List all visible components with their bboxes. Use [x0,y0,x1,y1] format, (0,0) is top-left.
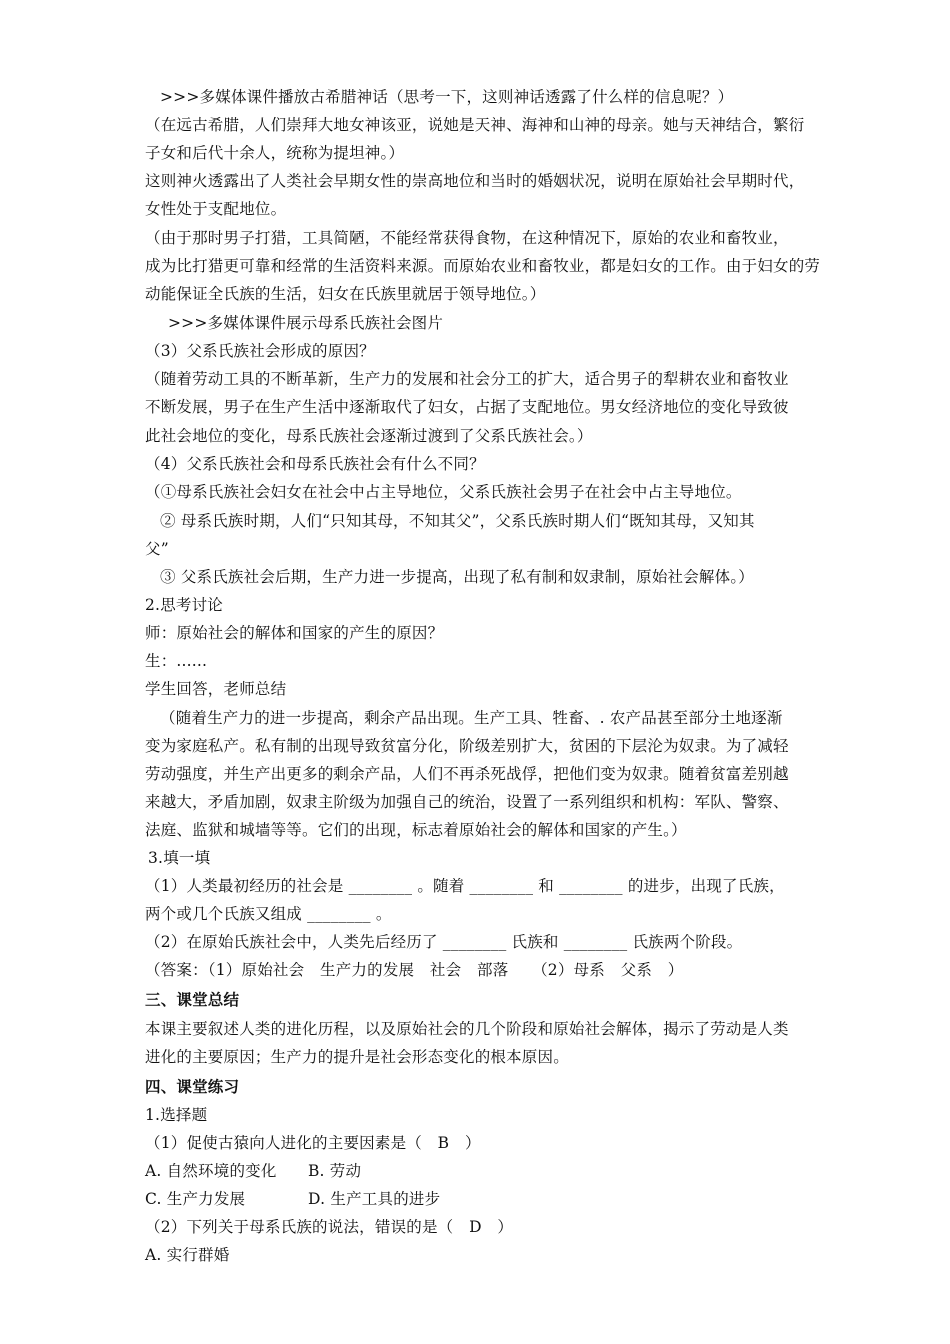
text-line: 劳动强度，并生产出更多的剩余产品，人们不再杀死战俘，把他们变为奴隶。随着贫富差别越 [145,765,789,783]
text-line: 法庭、监狱和城墙等等。它们的出现，标志着原始社会的解体和国家的产生。） [145,821,687,839]
text-line: 进化的主要原因；生产力的提升是社会形态变化的根本原因。 [145,1048,569,1066]
text-line: 师：原始社会的解体和国家的产生的原因？ [145,624,444,642]
text-line: 成为比打猎更可靠和经常的生活资料来源。而原始农业和畜牧业，都是妇女的工作。由于妇女的劳 [145,257,821,275]
text-line: （4）父系氏族社会和母系氏族社会有什么不同？ [145,455,485,473]
text-line: （由于那时男子打猎，工具简陋，不能经常获得食物，在这种情况下，原始的农业和畜牧业， [145,229,789,247]
text-line: 子女和后代十余人，统称为提坦神。） [145,144,405,162]
text-line: 动能保证全氏族的生活，妇女在氏族里就居于领导地位。） [145,285,546,303]
text-line: 来越大，矛盾加剧，奴隶主阶级为加强自己的统治，设置了一系列组织和机构：军队、警察、 [145,793,789,811]
text-line: ③ 父系氏族社会后期，生产力进一步提高，出现了私有制和奴隶制，原始社会解体。） [160,568,754,586]
text-line: （2）在原始氏族社会中，人类先后经历了 ________ 氏族和 ________ 氏族两个阶段。 [145,933,743,951]
text-line: 女性处于支配地位。 [145,200,287,218]
text-line: （1）促使古猿向人进化的主要因素是（ B ） [145,1134,481,1152]
text-line: 本课主要叙述人类的进化历程，以及原始社会的几个阶段和原始社会解体，揭示了劳动是人类 [145,1020,789,1038]
section-heading: 三、课堂总结 [145,990,240,1009]
text-line: 变为家庭私产。私有制的出现导致贫富分化，阶级差别扩大，贫困的下层沦为奴隶。为了减轻 [145,737,789,755]
text-line: （随着生产力的进一步提高，剩余产品出现。生产工具、牲畜、. 农产品甚至部分土地逐渐 [160,709,783,727]
text-line: A. 自然环境的变化 B. 劳动 [145,1162,362,1180]
text-line: （随着劳动工具的不断革新，生产力的发展和社会分工的扩大，适合男子的犁耕农业和畜牧业 [145,370,789,388]
text-line: 两个或几个氏族又组成 ________ 。 [145,905,392,923]
text-line: （①母系氏族社会妇女在社会中占主导地位，父系氏族社会男子在社会中占主导地位。 [145,483,742,501]
text-line: >>>多媒体课件展示母系氏族社会图片 [168,314,444,332]
text-line: 生：...... [145,652,208,670]
text-line: C. 生产力发展 D. 生产工具的进步 [145,1190,441,1208]
text-line: （答案：（1）原始社会 生产力的发展 社会 部落 （2）母系 父系 ） [145,961,684,979]
text-line: （1）人类最初经历的社会是 ________ 。随着 ________ 和 ________ 的进步，出现了氏族， [145,877,785,895]
text-line: 1.选择题 [145,1106,208,1124]
text-line: 父” [145,540,169,558]
text-line: >>>多媒体课件播放古希腊神话（思考一下，这则神话透露了什么样的信息呢？） [160,88,734,106]
text-line: 2.思考讨论 [145,596,223,614]
text-line: ② 母系氏族时期，人们“只知其母，不知其父”，父系氏族时期人们“既知其母，又知其 [160,512,755,530]
section-heading: 四、课堂练习 [145,1077,240,1096]
text-line: 此社会地位的变化，母系氏族社会逐渐过渡到了父系氏族社会。） [145,427,593,445]
text-line: （在远古希腊，人们崇拜大地女神该亚，说她是天神、海神和山神的母亲。她与天神结合，繁衍 [145,116,805,134]
text-line: A. 实行群婚 [145,1246,230,1264]
text-line: 不断发展，男子在生产生活中逐渐取代了妇女，占据了支配地位。男女经济地位的变化导致彼 [145,398,789,416]
text-line: （2）下列关于母系氏族的说法，错误的是（ D ） [145,1218,514,1236]
text-line: 这则神火透露出了人类社会早期女性的崇高地位和当时的婚姻状况，说明在原始社会早期时代， [145,172,805,190]
text-line: （3）父系氏族社会形成的原因？ [145,342,375,360]
text-line: 学生回答，老师总结 [145,680,287,698]
text-line: 3.填一填 [148,849,211,867]
